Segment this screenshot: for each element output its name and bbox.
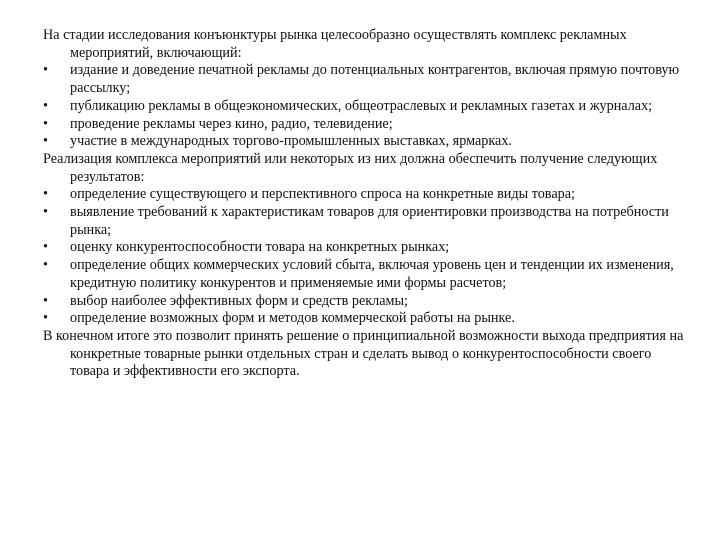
list-item [43,186,693,204]
bullet-icon: • [43,62,48,79]
bullet-icon: • [43,186,48,203]
list-item [43,257,693,292]
list-item-text: публикацию рекламы в общеэкономических, общеотраслевых и рекламных газетах и журналах; [70,97,653,114]
bullet-icon: • [43,97,48,114]
list-item [43,310,693,328]
list-item-text: определение возможных форм и методов коммерческой работы на рынке. [70,310,515,327]
list-item [43,204,693,239]
middle-paragraph: Реализация комплекса мероприятий или некоторых из них должна обеспечить получение следующих результатов: [43,150,658,185]
list-item-text: участие в международных торгово-промышленных выставках, ярмарках. [70,133,512,150]
list-item [43,133,693,151]
list-item-text: выбор наиболее эффективных форм и средств рекламы; [70,292,408,309]
list-item-text: определение существующего и перспективного спроса на конкретные виды товара; [70,186,575,203]
list-item-text: определение общих коммерческих условий сбыта, включая уровень цен и тенденции их изменения, кредитную политику конкурентов и применяемые ими формы расчетов; [70,257,674,291]
bullet-icon: • [43,133,48,150]
intro-paragraph: На стадии исследования конъюнктуры рынка целесообразно осуществлять комплекс рекламных мероприятий, включающий: [43,27,627,61]
list-item [43,293,693,311]
bullet-icon: • [43,239,48,256]
list-item-text: издание и доведение печатной рекламы до потенциальных контрагентов, включая прямую почтовую рассылку; [70,62,680,97]
bullet-icon: • [43,257,48,274]
bullet-icon: • [43,310,48,327]
list-item [43,116,693,134]
bullet-icon: • [43,292,48,309]
list-item [43,62,693,97]
document-text [43,27,693,381]
list-item-text: выявление требований к характеристикам товаров для ориентировки производства на потребности рынка; [70,204,669,238]
list-item [43,239,693,257]
list-item [43,98,693,116]
list-item-text: оценку конкурентоспособности товара на конкретных рынках; [70,239,450,256]
bullet-icon: • [43,204,48,221]
list-item-text: проведение рекламы через кино, радио, телевидение; [70,115,393,132]
bullet-icon: • [43,115,48,132]
conclusion-paragraph: В конечном итоге это позволит принять решение о принципиальной возможности выхода предприятия на конкретные товарные рынки отдельных стран и сделать вывод о конкурентоспособности своего товара и эффективности его экспорта. [43,327,684,380]
